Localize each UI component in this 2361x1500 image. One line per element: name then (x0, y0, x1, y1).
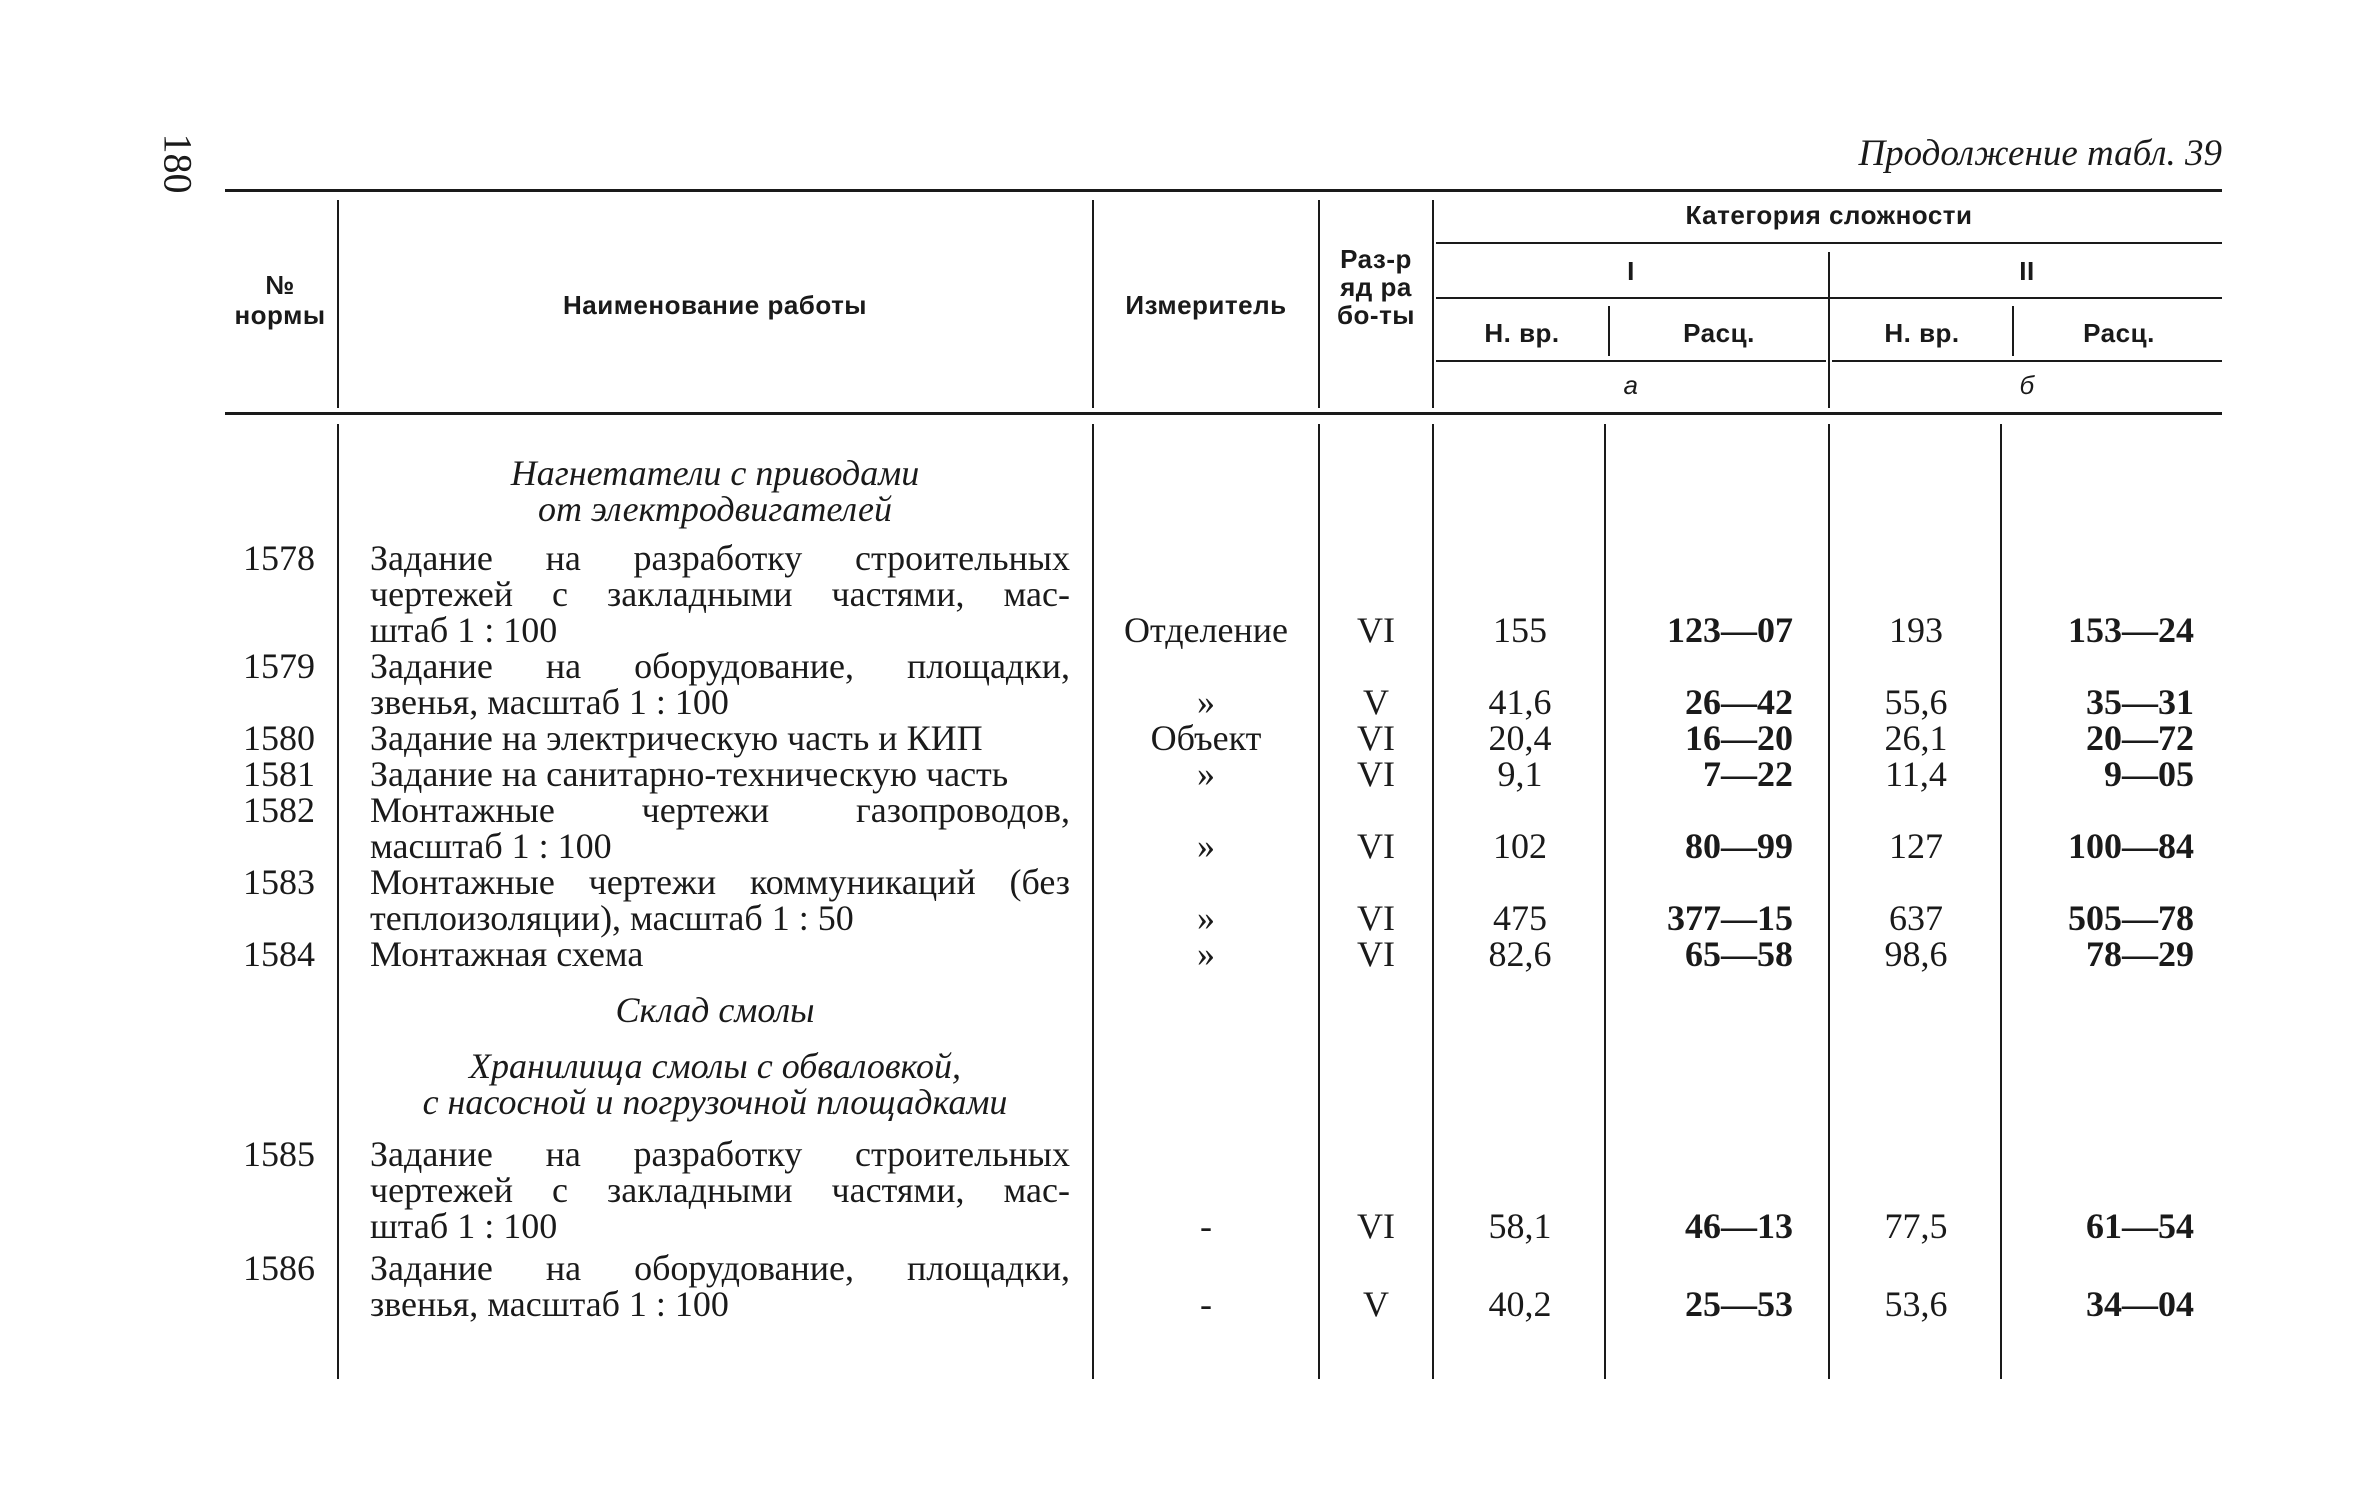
time-norm-cat-ii: 637 (1889, 898, 1943, 938)
header-vline-2 (1092, 200, 1094, 408)
work-name-line: штаб 1 : 100 (370, 610, 558, 650)
header-no: № нормы (234, 270, 326, 330)
header-vline-6 (1608, 306, 1610, 356)
header-vline-7 (2012, 306, 2014, 356)
unit-measure: Отделение (1123, 610, 1288, 650)
unit-measure: » (1197, 934, 1215, 974)
header-grade: Раз-ряд рабо-ты (1336, 244, 1416, 330)
rate-cat-ii: 78—29 (2086, 934, 2194, 974)
work-name-line: звенья, масштаб 1 : 100 (370, 682, 729, 722)
rate-cat-i: 25—53 (1685, 1284, 1793, 1324)
header-nvr-1: Н. вр. (1484, 318, 1560, 348)
unit-measure: » (1197, 682, 1215, 722)
norm-number: 1579 (243, 646, 315, 686)
header-sub-b: б (2019, 370, 2035, 400)
unit-measure: - (1200, 1284, 1212, 1324)
work-name-line: штаб 1 : 100 (370, 1206, 558, 1246)
section-heading-blowers-2: от электродвигателей (538, 489, 892, 529)
time-norm-cat-i: 58,1 (1488, 1206, 1552, 1246)
rate-cat-ii: 61—54 (2086, 1206, 2194, 1246)
work-grade: VI (1357, 718, 1395, 758)
norm-number: 1583 (243, 862, 315, 902)
work-name-line: Задание на оборудование, площадки, (370, 1248, 1070, 1288)
work-name-line: масштаб 1 : 100 (370, 826, 612, 866)
norm-number: 1584 (243, 934, 315, 974)
time-norm-cat-ii: 11,4 (1885, 754, 1947, 794)
work-name-line: Задание на разработку строительных (370, 1134, 1070, 1174)
time-norm-cat-i: 20,4 (1488, 718, 1552, 758)
work-grade: VI (1357, 754, 1395, 794)
page-number: 180 (155, 133, 201, 194)
rate-cat-i: 26—42 (1685, 682, 1793, 722)
section-heading-blowers-1: Нагнетатели с приводами (510, 453, 920, 493)
work-name-line: чертежей с закладными частями, мас- (370, 1170, 1070, 1210)
body-vline-6 (1828, 424, 1830, 1379)
time-norm-cat-ii: 98,6 (1884, 934, 1948, 974)
body-vline-4 (1432, 424, 1434, 1379)
header-vline-5 (1828, 252, 1830, 408)
rate-cat-ii: 34—04 (2086, 1284, 2194, 1324)
header-unit: Измеритель (1125, 290, 1287, 320)
work-grade: VI (1357, 826, 1395, 866)
header-sub-a: а (1623, 370, 1639, 400)
rate-cat-i: 377—15 (1667, 898, 1793, 938)
unit-measure: » (1197, 826, 1215, 866)
unit-measure: Объект (1150, 718, 1262, 758)
rate-cat-i: 16—20 (1685, 718, 1793, 758)
header-rasc-2: Расц. (2083, 318, 2155, 348)
rate-cat-i: 7—22 (1703, 754, 1793, 794)
rate-cat-ii: 153—24 (2068, 610, 2194, 650)
header-nvr-2: Н. вр. (1884, 318, 1960, 348)
body-vline-1 (337, 424, 339, 1379)
time-norm-cat-ii: 77,5 (1884, 1206, 1948, 1246)
header-category: Категория сложности (1685, 200, 1973, 230)
norm-number: 1585 (243, 1134, 315, 1174)
time-norm-cat-ii: 55,6 (1884, 682, 1948, 722)
work-grade: V (1363, 1284, 1389, 1324)
work-name-line: чертежей с закладными частями, мас- (370, 574, 1070, 614)
work-name-line: Задание на разработку строительных (370, 538, 1070, 578)
unit-measure: » (1197, 754, 1215, 794)
header-bottom-rule (225, 412, 2222, 415)
time-norm-cat-ii: 127 (1889, 826, 1943, 866)
work-name-line: звенья, масштаб 1 : 100 (370, 1284, 729, 1324)
rate-cat-i: 46—13 (1685, 1206, 1793, 1246)
work-grade: VI (1357, 898, 1395, 938)
rate-cat-ii: 9—05 (2104, 754, 2194, 794)
subhead-rule-b (1832, 360, 2222, 362)
work-name-line: теплоизоляции), масштаб 1 : 50 (370, 898, 854, 938)
body-vline-5 (1604, 424, 1606, 1379)
header-vline-3 (1318, 200, 1320, 408)
time-norm-cat-i: 155 (1493, 610, 1547, 650)
work-name-line: Задание на электрическую часть и КИП (370, 718, 983, 758)
work-grade: VI (1357, 610, 1395, 650)
time-norm-cat-i: 9,1 (1497, 754, 1543, 794)
subhead-rule-a (1436, 360, 1826, 362)
unit-measure: » (1197, 898, 1215, 938)
time-norm-cat-ii: 193 (1889, 610, 1943, 650)
header-name: Наименование работы (562, 290, 868, 320)
work-name-line: Монтажные чертежи газопроводов, (370, 790, 1070, 830)
category-rule (1436, 242, 2222, 244)
work-grade: V (1363, 682, 1389, 722)
time-norm-cat-i: 82,6 (1488, 934, 1552, 974)
norm-number: 1581 (243, 754, 315, 794)
body-vline-3 (1318, 424, 1320, 1379)
header-vline-1 (337, 200, 339, 408)
norm-number: 1578 (243, 538, 315, 578)
rate-cat-i: 65—58 (1685, 934, 1793, 974)
time-norm-cat-i: 102 (1493, 826, 1547, 866)
rate-cat-i: 80—99 (1685, 826, 1793, 866)
rate-cat-ii: 35—31 (2086, 682, 2194, 722)
work-name-line: Монтажные чертежи коммуникаций (без (370, 862, 1070, 902)
rate-cat-ii: 20—72 (2086, 718, 2194, 758)
norm-number: 1580 (243, 718, 315, 758)
body-vline-7 (2000, 424, 2002, 1379)
header-cat-i: I (1627, 256, 1635, 286)
norm-number: 1582 (243, 790, 315, 830)
time-norm-cat-i: 41,6 (1488, 682, 1552, 722)
time-norm-cat-ii: 26,1 (1884, 718, 1948, 758)
time-norm-cat-ii: 53,6 (1884, 1284, 1948, 1324)
time-norm-cat-i: 475 (1493, 898, 1547, 938)
time-norm-cat-i: 40,2 (1488, 1284, 1552, 1324)
work-grade: VI (1357, 934, 1395, 974)
table-top-rule (225, 189, 2222, 192)
section-heading-resin-store: Склад смолы (615, 990, 815, 1030)
work-name-line: Монтажная схема (370, 934, 644, 974)
norm-number: 1586 (243, 1248, 315, 1288)
header-vline-4 (1432, 200, 1434, 408)
rate-cat-i: 123—07 (1667, 610, 1793, 650)
section-heading-resin-tanks-1: Хранилища смолы с обваловкой, (469, 1046, 961, 1086)
header-cat-ii: II (2019, 256, 2035, 286)
unit-measure: - (1200, 1206, 1212, 1246)
section-heading-resin-tanks-2: с насосной и погрузочной площадками (422, 1082, 1008, 1122)
rate-cat-ii: 505—78 (2068, 898, 2194, 938)
work-grade: VI (1357, 1206, 1395, 1246)
body-vline-2 (1092, 424, 1094, 1379)
rate-cat-ii: 100—84 (2068, 826, 2194, 866)
work-name-line: Задание на санитарно-техническую часть (370, 754, 1009, 794)
table-continuation-caption: Продолжение табл. 39 (1858, 133, 2222, 174)
work-name-line: Задание на оборудование, площадки, (370, 646, 1070, 686)
header-rasc-1: Расц. (1683, 318, 1755, 348)
